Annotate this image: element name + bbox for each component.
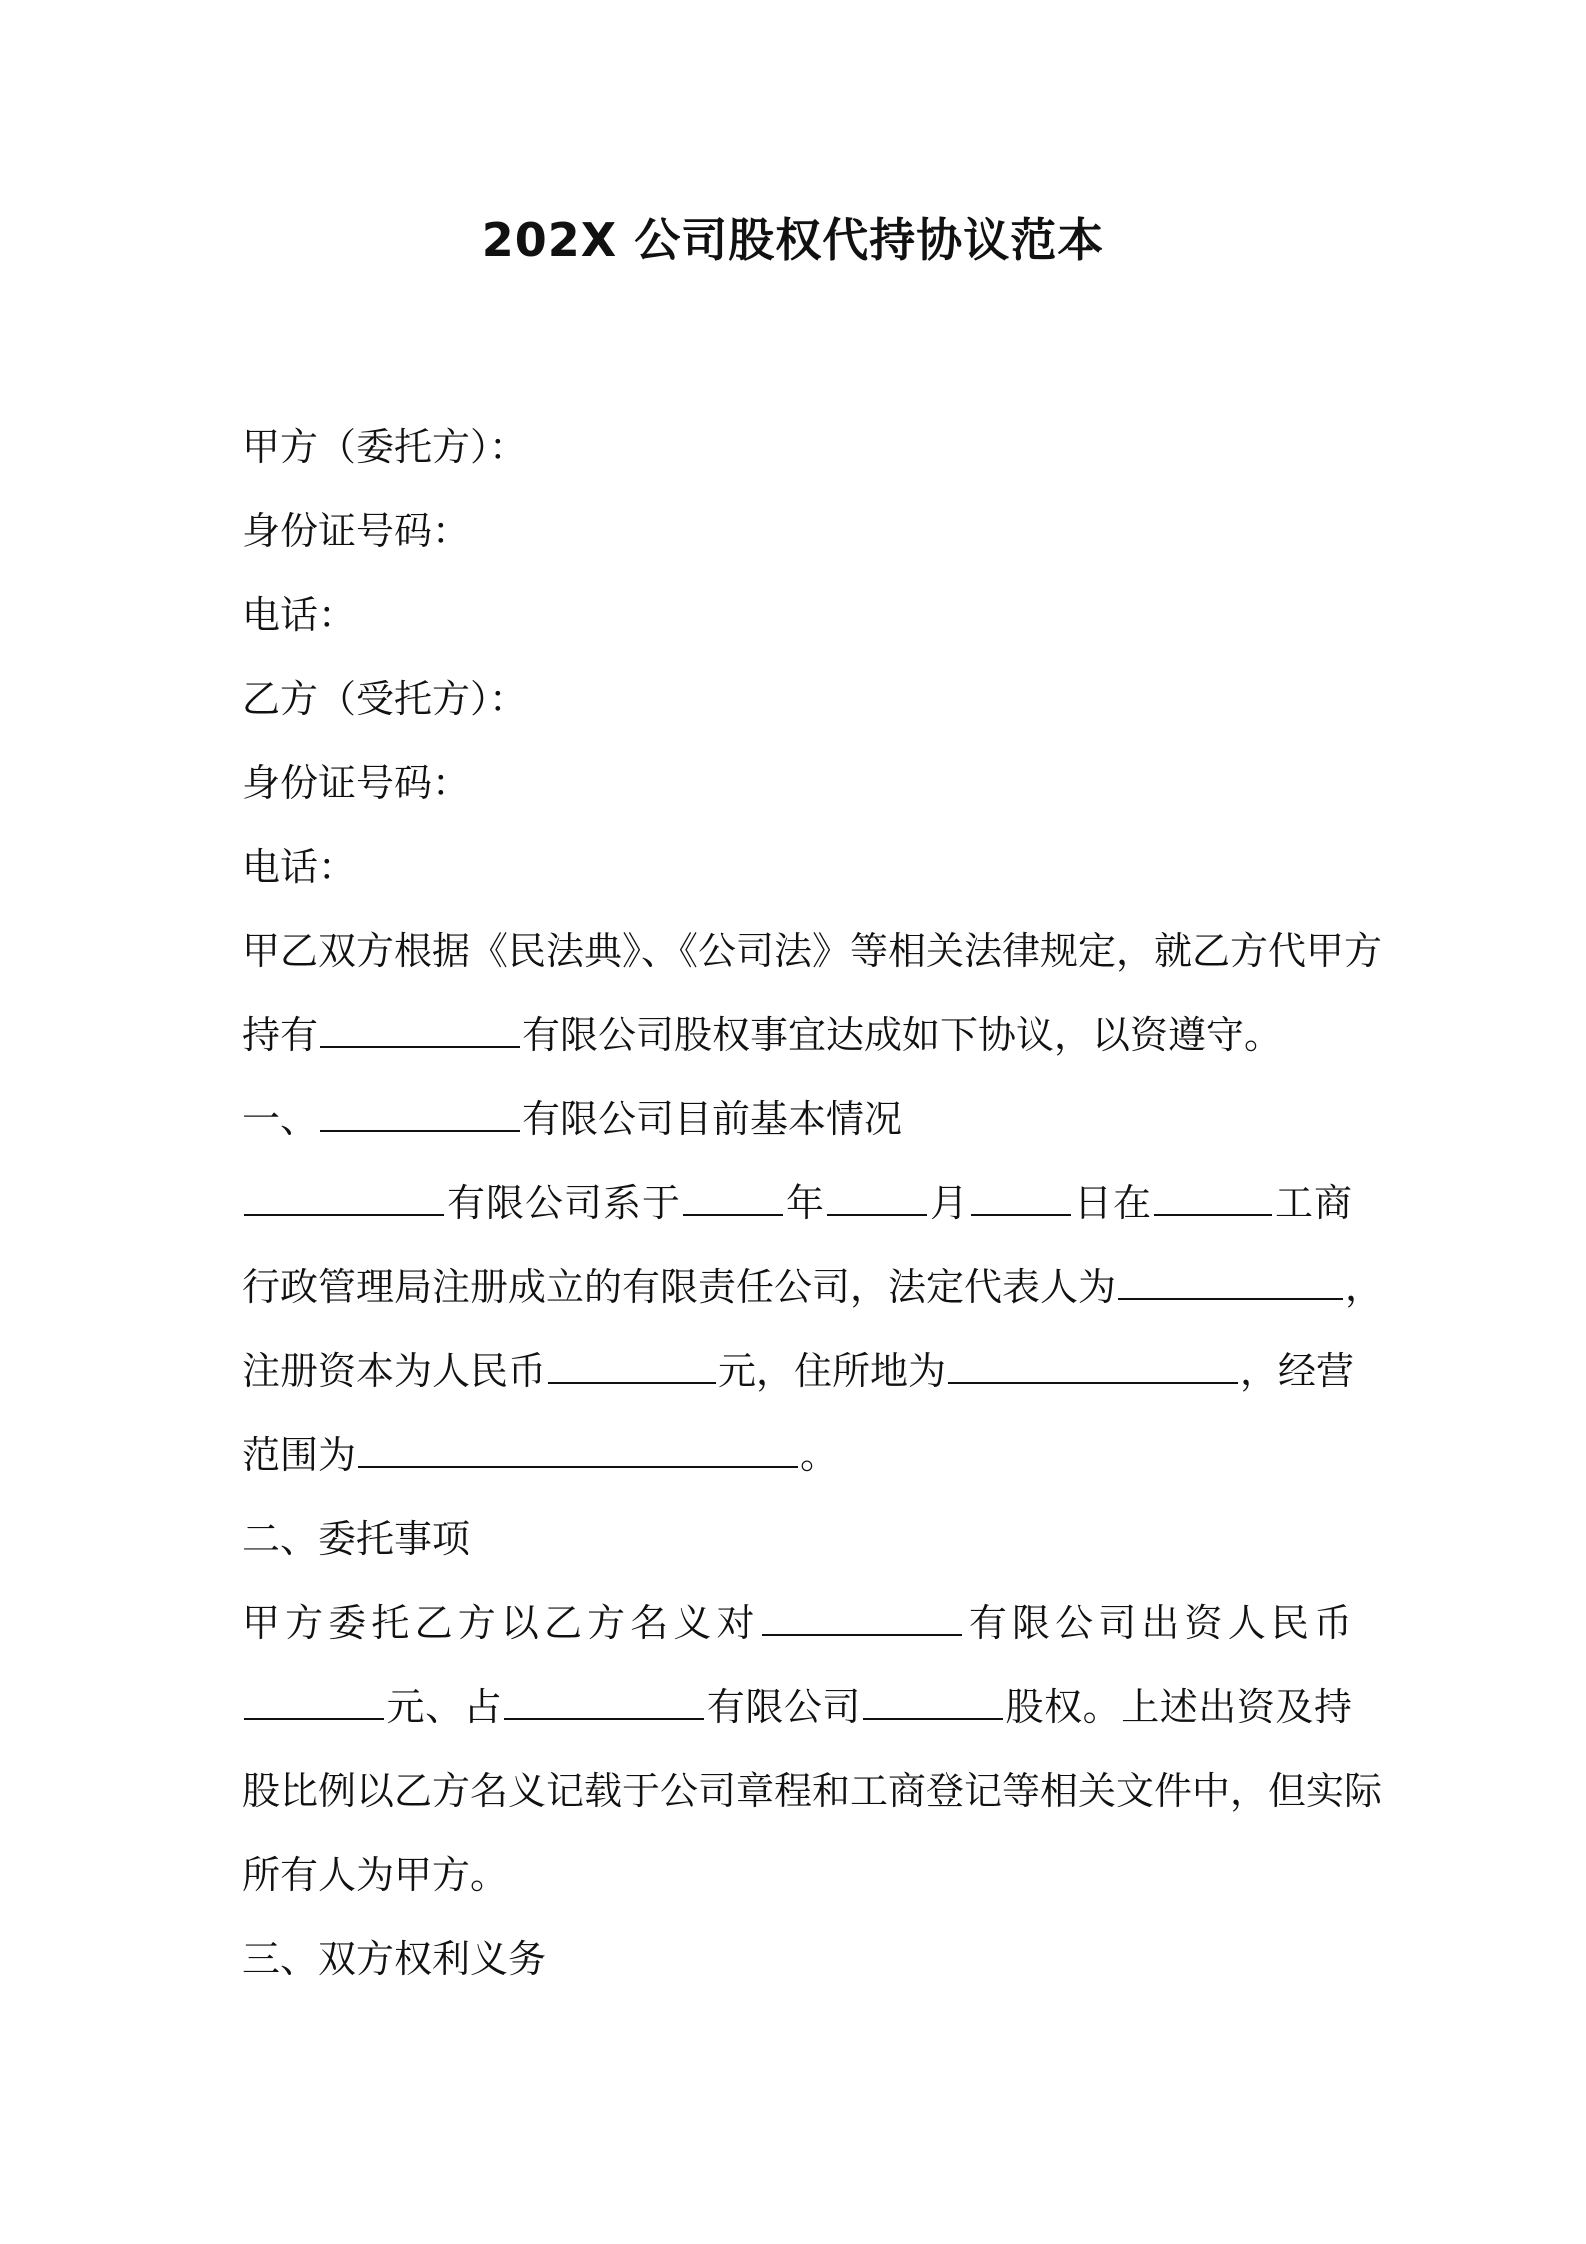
month-blank bbox=[827, 1184, 927, 1216]
company-name-blank bbox=[762, 1604, 962, 1636]
text: 月 bbox=[928, 1181, 969, 1225]
intro-line-1: 甲乙双方根据《民法典》、《公司法》等相关法律规定，就乙方代甲方 bbox=[242, 929, 1383, 973]
company-name-blank bbox=[320, 1100, 520, 1132]
legal-rep-blank bbox=[1118, 1268, 1343, 1300]
section-2-heading: 二、委托事项 bbox=[242, 1517, 471, 1561]
section-1-line-4 bbox=[242, 1413, 1352, 1497]
company-name-blank bbox=[244, 1184, 444, 1216]
party-a-phone-label: 电话： bbox=[242, 593, 357, 637]
party-b-name-label: 乙方（受托方）： bbox=[242, 677, 528, 721]
text: 元、占 bbox=[386, 1685, 503, 1729]
amount-blank bbox=[244, 1688, 384, 1720]
document-body bbox=[242, 405, 1384, 2001]
text: ，经营 bbox=[1240, 1349, 1355, 1393]
section-1-line-1 bbox=[242, 1161, 1352, 1245]
section-2-line-1 bbox=[242, 1581, 1352, 1665]
text: 年 bbox=[784, 1181, 825, 1225]
text: 有限公司系于 bbox=[446, 1181, 681, 1225]
text: 注册资本为人民币 bbox=[242, 1349, 547, 1393]
text: 日在 bbox=[1072, 1181, 1152, 1225]
address-blank bbox=[948, 1352, 1238, 1384]
capital-blank bbox=[548, 1352, 716, 1384]
text: 股权。上述出资及持 bbox=[1004, 1685, 1352, 1729]
day-blank bbox=[971, 1184, 1071, 1216]
section-1-line-3 bbox=[242, 1329, 1355, 1413]
party-b-id-label: 身份证号码： bbox=[242, 761, 471, 805]
text: 甲方委托乙方以乙方名义对 bbox=[242, 1601, 760, 1645]
text: 有限公司出资人民币 bbox=[963, 1601, 1352, 1645]
year-blank bbox=[683, 1184, 783, 1216]
business-scope-blank bbox=[358, 1436, 798, 1468]
document-title: 202X 公司股权代持协议范本 bbox=[481, 213, 1105, 267]
intro-text: 持有 bbox=[242, 1013, 319, 1057]
section-2-line-4: 所有人为甲方。 bbox=[242, 1853, 509, 1897]
section-2-line-2 bbox=[242, 1665, 1352, 1749]
intro-line-2 bbox=[242, 993, 1352, 1077]
company-name-blank bbox=[320, 1016, 520, 1048]
percentage-blank bbox=[863, 1688, 1003, 1720]
text: 。 bbox=[800, 1433, 839, 1477]
party-a-name-label: 甲方（委托方）： bbox=[242, 425, 528, 469]
text: 工商 bbox=[1273, 1181, 1352, 1225]
text: ， bbox=[1345, 1265, 1384, 1309]
section-1-line-2 bbox=[242, 1245, 1384, 1329]
section-number: 一、 bbox=[242, 1097, 319, 1141]
section-title: 有限公司目前基本情况 bbox=[522, 1097, 903, 1141]
intro-text: 有限公司股权事宜达成如下协议，以资遵守。 bbox=[522, 1013, 1283, 1057]
text: 范围为 bbox=[242, 1433, 357, 1477]
section-3-heading: 三、双方权利义务 bbox=[242, 1937, 547, 1981]
party-b-phone-label: 电话： bbox=[242, 845, 357, 889]
section-1-heading bbox=[242, 1077, 1352, 1161]
text: 行政管理局注册成立的有限责任公司，法定代表人为 bbox=[242, 1265, 1117, 1309]
text: 有限公司 bbox=[706, 1685, 861, 1729]
section-2-line-3: 股比例以乙方名义记载于公司章程和工商登记等相关文件中，但实际 bbox=[242, 1769, 1383, 1813]
location-blank bbox=[1154, 1184, 1272, 1216]
text: 元，住所地为 bbox=[718, 1349, 947, 1393]
party-a-id-label: 身份证号码： bbox=[242, 509, 471, 553]
company-name-blank bbox=[504, 1688, 704, 1720]
